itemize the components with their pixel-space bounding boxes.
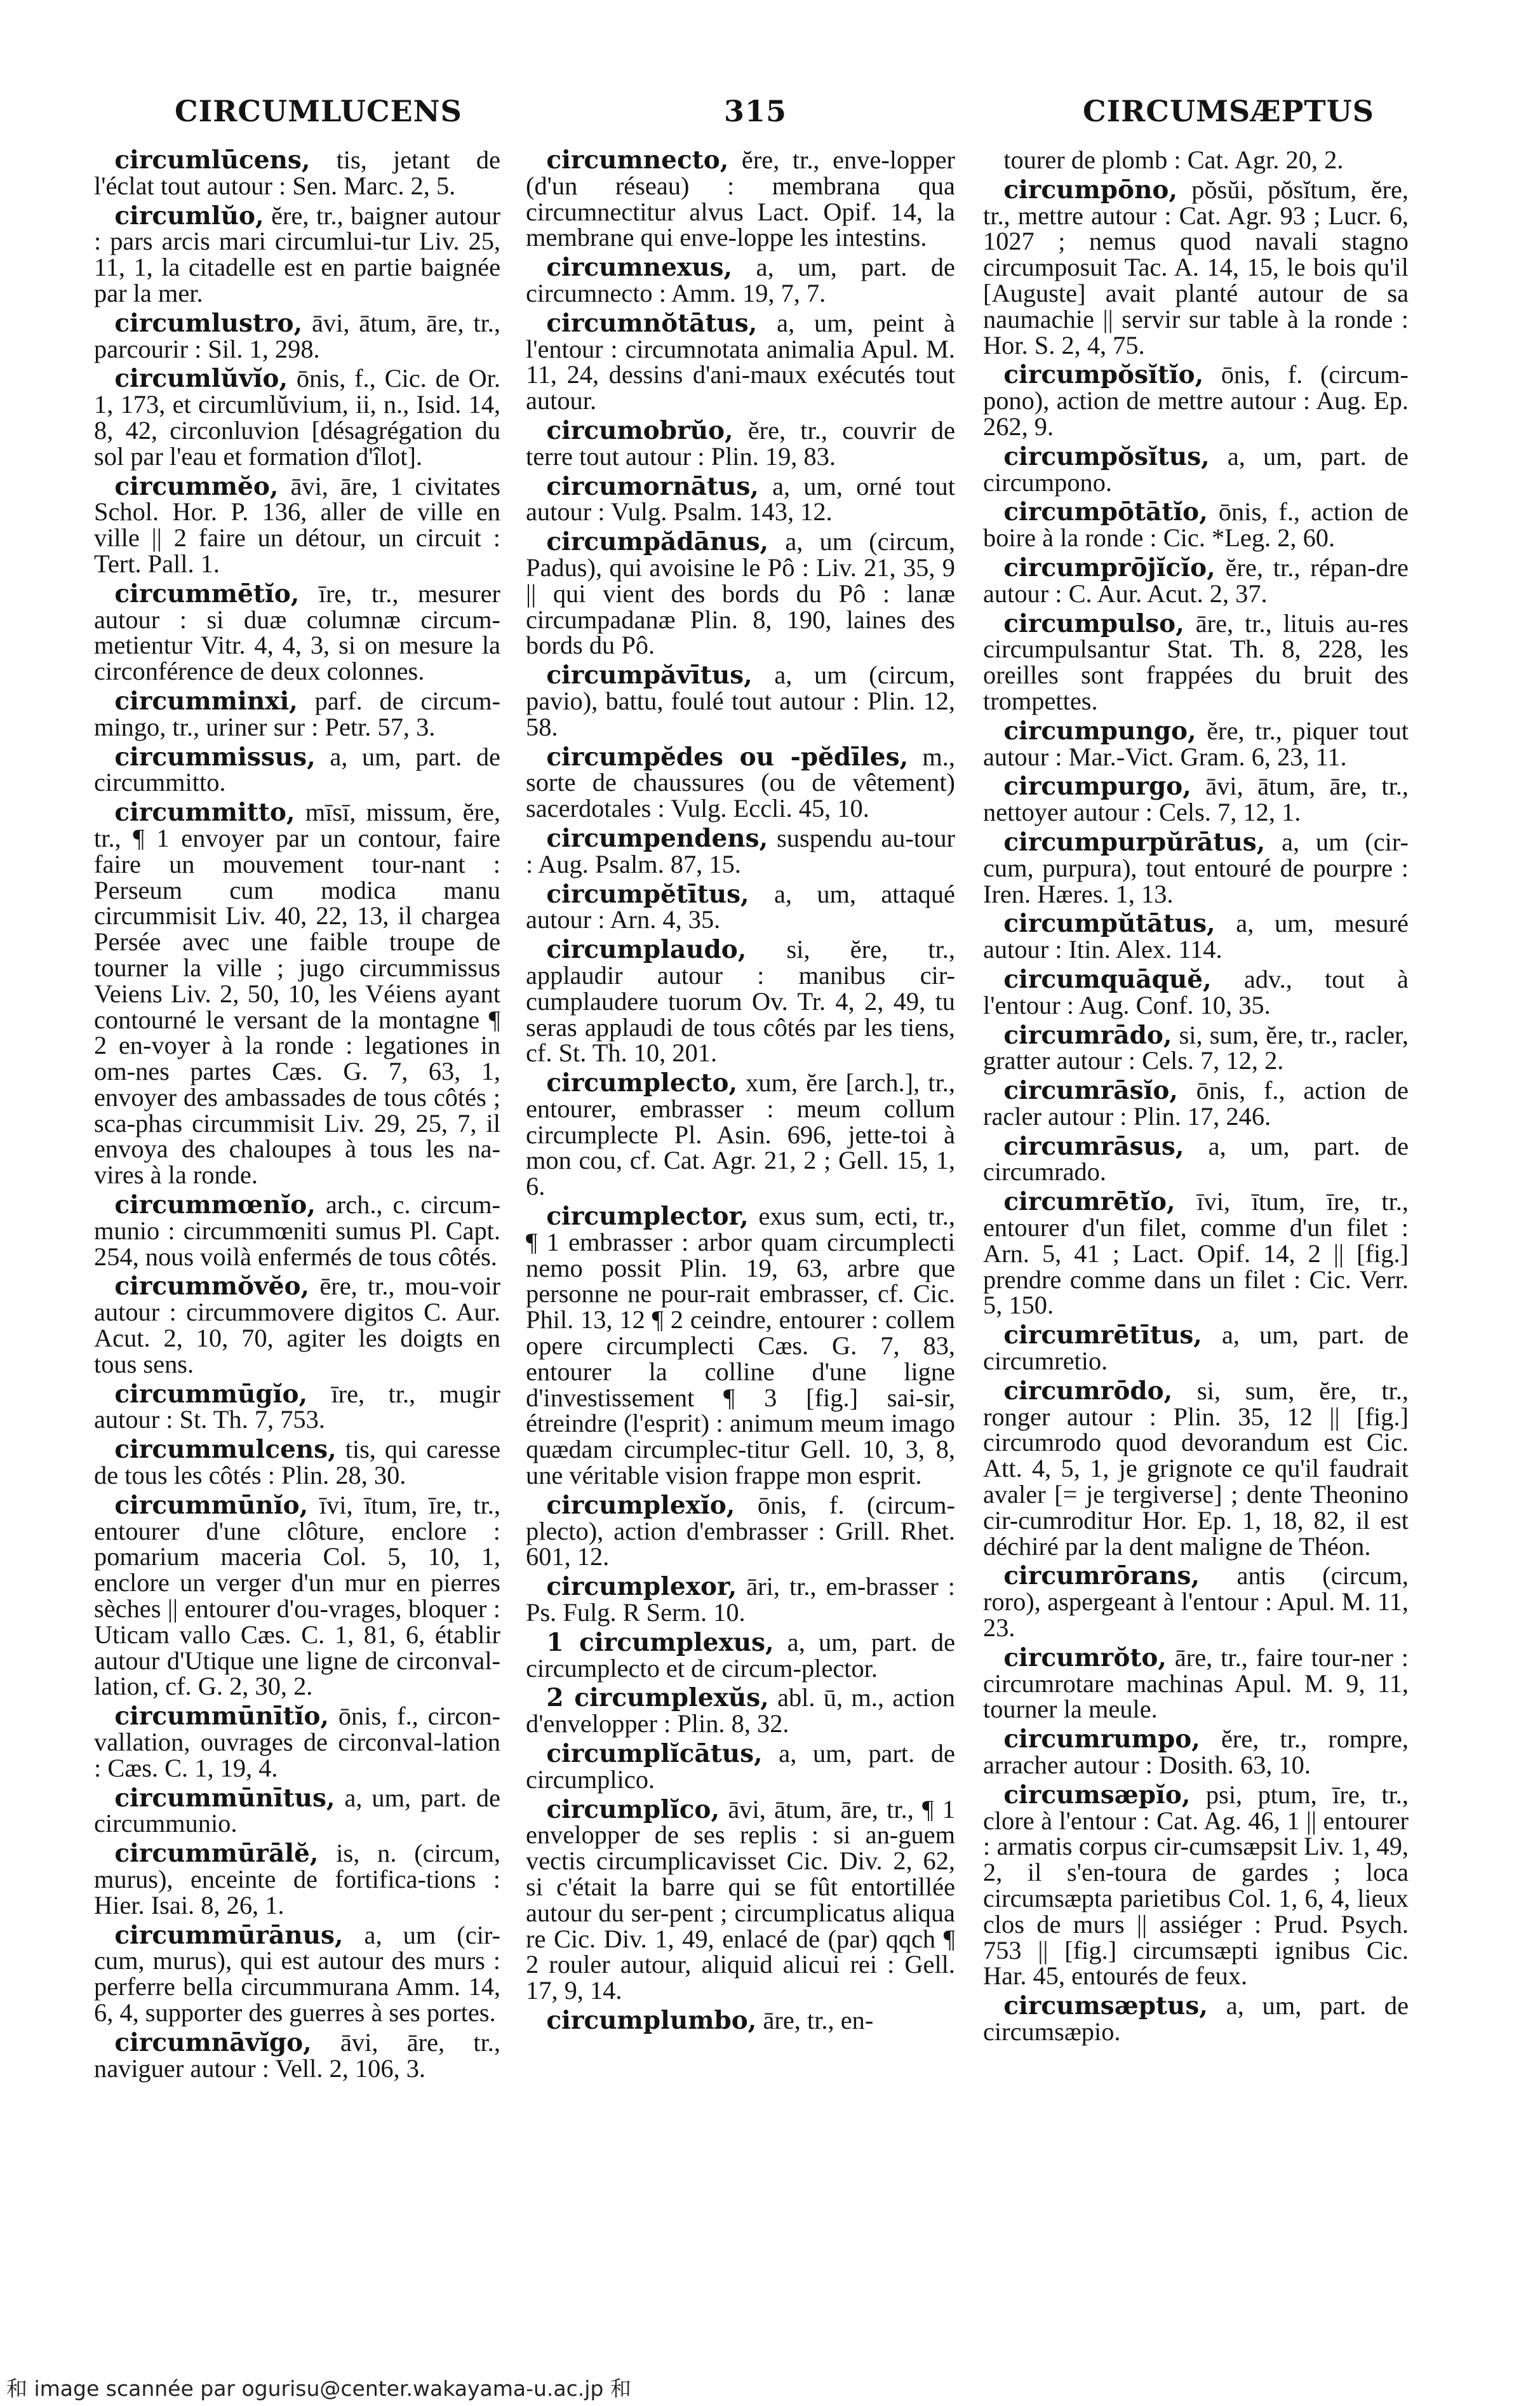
entry-headword: circumrōrans, bbox=[1003, 1561, 1200, 1591]
entry-definition: si, sum, ĕre, tr., racler, gratter autour : Cels. 7, 12, 2. bbox=[983, 1020, 1409, 1075]
entry-headword: circumpurpŭrātus, bbox=[1003, 827, 1266, 857]
dictionary-entry bbox=[526, 471, 955, 527]
entry-headword: circummūrānus, bbox=[114, 1920, 344, 1950]
dictionary-entry bbox=[983, 1020, 1409, 1075]
entry-headword: circumpōtātĭo, bbox=[1003, 497, 1208, 527]
dictionary-entry bbox=[94, 1490, 500, 1701]
entry-definition: a, um, part. de circummitto. bbox=[94, 742, 500, 797]
dictionary-entry bbox=[94, 308, 500, 363]
dictionary-entry bbox=[983, 147, 1409, 173]
entry-headword: circumnecto, bbox=[546, 145, 729, 175]
entry-definition: antis (circum, roro), aspergeant à l'entour : Apul. M. 11, 23. bbox=[983, 1561, 1409, 1643]
column-3 bbox=[983, 147, 1409, 2049]
dictionary-entry bbox=[983, 1782, 1409, 1989]
entry-headword: circumprōjĭcĭo, bbox=[1003, 553, 1215, 582]
dictionary-entry bbox=[526, 744, 955, 822]
dictionary-entry bbox=[94, 1920, 500, 2027]
dictionary-entry bbox=[983, 964, 1409, 1019]
entry-headword: circumpŭtātus, bbox=[1003, 909, 1215, 939]
entry-definition: a, um, mesuré autour : Itin. Alex. 114. bbox=[983, 909, 1409, 964]
dictionary-entry bbox=[526, 1741, 955, 1793]
entry-definition: is, n. (circum, murus), enceinte de fortifica-tions : Hier. Isai. 8, 26, 1. bbox=[94, 1839, 500, 1919]
entry-headword: circumplector, bbox=[546, 1202, 749, 1232]
entry-headword: circumrōdo, bbox=[1003, 1376, 1173, 1406]
entry-definition: a, um, part. de circumpono. bbox=[983, 441, 1409, 497]
entry-definition: ĕre, tr., piquer tout autour : Mar.-Vict. Gram. 6, 23, 11. bbox=[983, 716, 1409, 771]
dictionary-entry bbox=[94, 1704, 500, 1781]
dictionary-entry bbox=[94, 800, 500, 1188]
dictionary-entry bbox=[526, 1627, 956, 1683]
entry-headword: 1 circumplexus, bbox=[546, 1627, 774, 1657]
entry-definition: a, um, part. de circummunio. bbox=[94, 1783, 500, 1838]
entry-definition: āvi, ātum, āre, tr., ¶ 1 envelopper de ses replis : si an-guem vectis circumplicavisset Cic. Div. 2, 62, si c'était la barre qui se fût entortillée autour du ser-pent ; circumplicatus aliqua re Cic. Div. 1, 49, enlacé de (par) qqch ¶ 2 rouler autour, aliquid alicui rei : Gell. 17, 9, 14. bbox=[526, 1794, 955, 2005]
entry-headword: circumpungo, bbox=[1003, 716, 1196, 746]
dictionary-entry bbox=[983, 177, 1409, 359]
entry-headword: circumrŏto, bbox=[1003, 1643, 1167, 1672]
dictionary-entry bbox=[526, 937, 955, 1066]
dictionary-entry bbox=[983, 499, 1409, 551]
dictionary-entry bbox=[983, 608, 1409, 715]
dictionary-entry bbox=[526, 1685, 955, 1737]
entry-definition: ōnis, f., circon-vallation, ouvrages de circonval-lation : Cæs. C. 1, 19, 4. bbox=[94, 1702, 500, 1782]
entry-definition: āvi, āre, tr., naviguer autour : Vell. 2, 106, 3. bbox=[94, 2027, 500, 2083]
dictionary-entry bbox=[983, 1378, 1409, 1560]
entry-headword: circumplexĭo, bbox=[546, 1490, 735, 1520]
entry-headword: circumplaudo, bbox=[546, 935, 747, 965]
entry-definition: xum, ĕre [arch.], tr., entourer, embrasser : meum collum circumplecte Pl. Asin. 696, jette-toi à mon cou, cf. Cat. Agr. 21, 2 ; Gell. 15, 1, 6. bbox=[526, 1068, 955, 1201]
entry-headword: circumrumpo, bbox=[1003, 1724, 1200, 1754]
entry-definition: āre, tr., en- bbox=[763, 2005, 874, 2034]
dictionary-entry bbox=[94, 203, 500, 307]
entry-headword: circumnāvĭgo, bbox=[114, 2027, 312, 2057]
entry-headword: circumrētītus, bbox=[1003, 1321, 1202, 1350]
entry-definition: a, um (cir-cum, murus), qui est autour des murs : perferre bella circummurana Amm. 14, 6, 4, supporter des guerres à ses portes. bbox=[94, 1920, 500, 2027]
dictionary-entry bbox=[983, 827, 1409, 908]
dictionary-entry bbox=[526, 1204, 955, 1489]
entry-definition: ōnis, f., Cic. de Or. 1, 173, et circumlŭvium, ii, n., Isid. 14, 8, 42, circonluvion [désagrégation du sol par l'eau et formation d'îlot]. bbox=[94, 364, 500, 471]
dictionary-entry bbox=[94, 147, 500, 199]
dictionary-entry bbox=[526, 415, 955, 471]
entry-headword: circumlŭo, bbox=[114, 201, 264, 231]
entry-definition: a, um, part. de circumretio. bbox=[983, 1321, 1409, 1376]
dictionary-entry bbox=[526, 529, 955, 659]
dictionary-entry bbox=[94, 1437, 500, 1489]
dictionary-entry bbox=[526, 1490, 955, 1571]
dictionary-entry bbox=[94, 686, 500, 741]
entry-headword: circumlustro, bbox=[114, 308, 303, 338]
entry-headword: circumpurgo, bbox=[1003, 772, 1191, 802]
entry-definition: āre, tr., lituis au-res circumpulsantur Stat. Th. 8, 228, les oreilles sont frappées du bruit des trompettes. bbox=[983, 608, 1409, 715]
dictionary-entry bbox=[526, 1574, 955, 1626]
entry-headword: circummūnītĭo, bbox=[114, 1702, 330, 1731]
entry-definition: a, um (circum, Padus), qui avoisine le Pô : Liv. 21, 35, 9 || qui vient des bords du Pô : lanæ circumpadanæ Plin. 8, 190, laines des bords du Pô. bbox=[526, 527, 955, 660]
dictionary-entry bbox=[526, 1070, 955, 1200]
entry-definition: āre, tr., faire tour-ner : circumrotare machinas Apul. M. 9, 11, tourner la meule. bbox=[983, 1643, 1409, 1724]
column-1 bbox=[94, 147, 500, 2085]
entry-definition: pŏsŭi, pŏsĭtum, ĕre, tr., mettre autour : Cat. Agr. 93 ; Lucr. 6, 1027 ; nemus quod navali stagno circumposuit Tac. A. 14, 15, le bois qu'il [Auguste] avait planté autour de sa naumachie || servir sur table à la ronde : Hor. S. 2, 4, 75. bbox=[983, 175, 1409, 360]
column-2 bbox=[526, 147, 955, 2038]
entry-headword: circumobrŭo, bbox=[546, 415, 733, 445]
dictionary-entry bbox=[983, 1645, 1409, 1723]
entry-headword: circummulcens, bbox=[114, 1435, 337, 1465]
entry-headword: circumpŏsĭtĭo, bbox=[1003, 360, 1204, 390]
dictionary-entry bbox=[94, 1785, 500, 1838]
entry-definition: si, ĕre, tr., applaudir autour : manibus cir-cumplaudere tuorum Ov. Tr. 4, 2, 49, tu seras applaudi de tous côtés par les tiens, cf. St. Th. 10, 201. bbox=[526, 935, 955, 1068]
dictionary-entry bbox=[94, 1841, 500, 1918]
dictionary-entry bbox=[983, 555, 1409, 607]
entry-headword: circummĕo, bbox=[114, 471, 279, 501]
dictionary-entry bbox=[94, 1381, 500, 1434]
dictionary-entry bbox=[94, 1192, 500, 1270]
entry-headword: circumquāquĕ, bbox=[1003, 964, 1212, 994]
entry-definition: īre, tr., mugir autour : St. Th. 7, 753. bbox=[94, 1379, 500, 1434]
dictionary-entry bbox=[983, 1322, 1409, 1374]
page-number: 315 bbox=[724, 94, 787, 128]
entry-definition: ĕre, tr., couvrir de terre tout autour : Plin. 19, 83. bbox=[526, 415, 955, 471]
entry-headword: circummitto, bbox=[114, 798, 295, 828]
entry-definition: si, sum, ĕre, tr., ronger autour : Plin. 35, 12 || [fig.] circumrodo quod devorandum est Cic. Att. 4, 5, 1, je grignote ce qu'il faudrait avaler [= je tergiverse] ; dente Theonino cir-cumroditur Hor. Ep. 1, 18, 82, il est déchiré par la dent maligne de Théon. bbox=[983, 1376, 1409, 1561]
entry-headword: circummūnĭo, bbox=[114, 1490, 309, 1520]
entry-headword: circumpŏsĭtus, bbox=[1003, 441, 1210, 471]
running-head-right: CIRCUMSÆPTUS bbox=[1083, 94, 1374, 128]
entry-headword: circummūnītus, bbox=[114, 1783, 335, 1813]
entry-definition: tis, qui caresse de tous les côtés : Plin. 28, 30. bbox=[94, 1435, 500, 1490]
dictionary-entry bbox=[983, 718, 1409, 770]
entry-definition: parf. de circum-mingo, tr., uriner sur : Petr. 57, 3. bbox=[94, 686, 500, 741]
dictionary-entry bbox=[526, 2005, 955, 2035]
entry-headword: circumpăvītus, bbox=[546, 661, 753, 690]
entry-headword: circumplĭco, bbox=[546, 1794, 720, 1824]
dictionary-entry bbox=[983, 1189, 1409, 1319]
entry-headword: circummœnĭo, bbox=[114, 1190, 316, 1220]
entry-definition: āvi, ātum, āre, tr., parcourir : Sil. 1, 298. bbox=[94, 308, 500, 363]
entry-definition: a, um, part. de circumrado. bbox=[983, 1131, 1409, 1186]
entry-definition: ĕre, tr., enve-lopper (d'un réseau) : membrana qua circumnectitur alvus Lact. Opif. 14, la membrane qui enve-loppe les intestins. bbox=[526, 145, 955, 252]
entry-headword: circumpendens, bbox=[546, 823, 768, 853]
entry-headword: 2 circumplexŭs, bbox=[546, 1683, 769, 1713]
entry-headword: circumpĕdes ou -pĕdīles, bbox=[546, 742, 909, 772]
dictionary-entry bbox=[983, 441, 1409, 497]
entry-headword: circumrāsus, bbox=[1003, 1131, 1184, 1161]
entry-headword: circumsæptus, bbox=[1003, 1991, 1208, 2021]
dictionary-entry bbox=[526, 1794, 955, 2005]
entry-definition: ōnis, f. (circum-plecto), action d'embrasser : Grill. Rhet. 601, 12. bbox=[526, 1490, 955, 1571]
entry-definition: suspendu au-tour : Aug. Psalm. 87, 15. bbox=[526, 823, 955, 878]
entry-definition: abl. ū, m., action d'envelopper : Plin. 8, 32. bbox=[526, 1683, 955, 1738]
entry-headword: circumplĭcātus, bbox=[546, 1739, 763, 1769]
dictionary-entry bbox=[983, 362, 1409, 440]
entry-definition: īvi, ītum, īre, tr., entourer d'un filet, comme d'un filet : Arn. 5, 41 ; Lact. Opif. 14, 2 || [fig.] prendre comme dans un filet : Cic. Verr. 5, 150. bbox=[983, 1187, 1409, 1320]
dictionary-entry bbox=[94, 581, 500, 685]
entry-definition: mīsī, missum, ĕre, tr., ¶ 1 envoyer par un contour, faire faire un mouvement tour-nant : Perseum cum modica manu circummisit Liv. 40, 22, 13, il chargea Persée avec une faible troupe de tourner la ville ; jugo circummissus Veiens Liv. 2, 50, 10, les Véiens ayant contourné le versant de la montagne ¶ 2 en-voyer à la ronde : legationes in om-nes partes Cæs. G. 7, 63, 1, envoyer des ambassades de tous côtés ; sca-phas circummisit Liv. 29, 25, 7, il envoya des chaloupes à tous les na-vires à la ronde. bbox=[94, 798, 500, 1190]
entry-definition: a, um, part. de circumsæpio. bbox=[983, 1991, 1409, 2046]
dictionary-entry bbox=[94, 2027, 500, 2083]
dictionary-entry bbox=[526, 308, 955, 415]
entry-headword: circumlūcens, bbox=[114, 145, 311, 175]
dictionary-entry bbox=[94, 744, 500, 796]
dictionary-entry bbox=[983, 774, 1409, 826]
entry-definition: a, um (circum, pavio), battu, foulé tout autour : Plin. 12, 58. bbox=[526, 661, 955, 741]
entry-headword: circumpădānus, bbox=[546, 527, 769, 557]
entry-headword: circumplecto, bbox=[546, 1068, 738, 1098]
dictionary-entry bbox=[983, 1726, 1409, 1778]
entry-definition: ĕre, tr., rompre, arracher autour : Dosith. 63, 10. bbox=[983, 1724, 1409, 1780]
dictionary-entry bbox=[983, 1993, 1409, 2045]
dictionary-entry bbox=[526, 662, 955, 740]
dictionary-entry bbox=[526, 879, 955, 934]
entry-definition: tis, jetant de l'éclat tout autour : Sen. Marc. 2, 5. bbox=[94, 145, 500, 200]
dictionary-entry bbox=[94, 366, 500, 469]
dictionary-entry bbox=[983, 911, 1409, 963]
entry-headword: circumpōno, bbox=[1003, 175, 1178, 205]
dictionary-entry bbox=[983, 1131, 1409, 1186]
entry-headword: circummŏvĕo, bbox=[114, 1272, 310, 1301]
scan-credit-footer: 和 image scannée par ogurisu@center.wakayama-u.ac.jp 和 bbox=[6, 2376, 631, 2401]
entry-definition: ĕre, tr., répan-dre autour : C. Aur. Acut. 2, 37. bbox=[983, 553, 1409, 608]
dictionary-entry bbox=[526, 255, 955, 307]
entry-definition: a, um, part. de circumnecto : Amm. 19, 7, 7. bbox=[526, 253, 955, 307]
entry-headword: circumpĕtītus, bbox=[546, 879, 749, 909]
entry-definition: ĕre, tr., baigner autour : pars arcis mari circumlui-tur Liv. 25, 11, 1, la citadelle est en partie baignée par la mer. bbox=[94, 201, 500, 307]
dictionary-entry bbox=[94, 1274, 500, 1377]
dictionary-entry bbox=[983, 1078, 1409, 1130]
entry-definition: exus sum, ecti, tr., ¶ 1 embrasser : arbor quam circumplecti nemo possit Plin. 19, 63, arbre que personne ne pour-rait embrasser, cf. Cic. Phil. 13, 12 ¶ 2 ceindre, entourer : collem opere circumplecti Cæs. G. 7, 83, entourer la colline d'une ligne d'investissement ¶ 3 [fig.] sai-sir, étreindre (l'esprit) : animum meum imago quædam circumplec-titur Gell. 10, 3, 8, une véritable vision frappe mon esprit. bbox=[526, 1202, 955, 1490]
dictionary-entry bbox=[526, 147, 955, 251]
entry-definition: a, um (cir-cum, purpura), tout entouré de pourpre : Iren. Hæres. 1, 13. bbox=[983, 827, 1409, 908]
entry-headword: circumrētĭo, bbox=[1003, 1187, 1175, 1217]
entry-headword: circumplumbo, bbox=[546, 2005, 757, 2035]
dictionary-entry bbox=[526, 823, 955, 878]
dictionary-entry bbox=[983, 1563, 1409, 1641]
entry-definition: īre, tr., mesurer autour : si duæ columnæ circum-metientur Vitr. 4, 4, 3, si on mesure la circonférence de deux colonnes. bbox=[94, 579, 500, 686]
entry-headword: circumnŏtātus, bbox=[546, 308, 758, 338]
entry-definition: psi, ptum, īre, tr., clore à l'entour : Cat. Ag. 46, 1 || entourer : armatis corpus cir-cumsæpsit Liv. 1, 49, 2, il s'en-toura de gardes ; loca circumsæpta parietibus Col. 1, 6, 4, lieux clos de murs || assiéger : Prud. Psych. 753 || [fig.] circumsæpti ignibus Cic. Har. 45, entourés de feux. bbox=[983, 1780, 1409, 1991]
entry-definition: m., sorte de chaussures (ou de vêtement) sacerdotales : Vulg. Eccli. 45, 10. bbox=[526, 742, 955, 823]
entry-headword: circummūgĭo, bbox=[114, 1379, 308, 1409]
entry-definition: a, um, part. de circumplecto et de circum-plector. bbox=[526, 1627, 956, 1683]
entry-headword: circumplexor, bbox=[546, 1572, 737, 1602]
entry-definition: īvi, ītum, īre, tr., entourer d'une clôture, enclore : pomarium maceria Col. 5, 10, 1, enclore un verger d'un mur en pierres sèches || entourer d'ou-vrages, bloquer : Uticam vallo Cæs. C. 1, 81, 6, établir autour d'Utique une ligne de circonval-lation, cf. G. 2, 30, 2. bbox=[94, 1490, 500, 1701]
entry-headword: circumsæpĭo, bbox=[1003, 1780, 1191, 1810]
entry-definition: āvi, āre, 1 civitates Schol. Hor. P. 136, aller de ville en ville || 2 faire un détour, un circuit : Tert. Pall. 1. bbox=[94, 471, 500, 578]
entry-headword: circumlŭvĭo, bbox=[114, 364, 288, 394]
entry-definition: a, um, part. de circumplico. bbox=[526, 1739, 955, 1794]
entry-definition: āri, tr., em-brasser : Ps. Fulg. R Serm. 10. bbox=[526, 1572, 955, 1627]
entry-definition: ōnis, f., action de racler autour : Plin. 17, 246. bbox=[983, 1076, 1409, 1131]
entry-headword: circumminxi, bbox=[114, 686, 298, 716]
dictionary-entry bbox=[94, 471, 500, 578]
entry-headword: circumnexus, bbox=[546, 253, 733, 283]
entry-headword: circumpulso, bbox=[1003, 608, 1184, 638]
entry-headword: circummētĭo, bbox=[114, 579, 300, 608]
entry-definition: a, um, peint à l'entour : circumnotata animalia Apul. M. 11, 24, dessins d'ani-maux exécutés tout autour. bbox=[526, 308, 955, 415]
entry-definition: arch., c. circum-munio : circummœniti sumus Pl. Capt. 254, nous voilà enfermés de tous côtés. bbox=[94, 1190, 500, 1271]
running-head-left: CIRCUMLUCENS bbox=[175, 94, 462, 128]
entry-definition: a, um, attaqué autour : Arn. 4, 35. bbox=[526, 879, 955, 934]
entry-definition: ōnis, f., action de boire à la ronde : Cic. *Leg. 2, 60. bbox=[983, 497, 1409, 553]
entry-headword: circumrāsĭo, bbox=[1003, 1076, 1178, 1106]
entry-definition: āvi, ātum, āre, tr., nettoyer autour : Cels. 7, 12, 1. bbox=[983, 772, 1409, 827]
entry-headword: circumrādo, bbox=[1003, 1020, 1172, 1050]
entry-definition: a, um, orné tout autour : Vulg. Psalm. 143, 12. bbox=[526, 471, 955, 527]
entry-headword: circumornātus, bbox=[546, 471, 759, 501]
entry-definition: ōnis, f. (circum-pono), action de mettre autour : Aug. Ep. 262, 9. bbox=[983, 360, 1409, 441]
entry-definition: tourer de plomb : Cat. Agr. 20, 2. bbox=[1003, 145, 1344, 174]
entry-headword: circummūrālĕ, bbox=[114, 1839, 319, 1869]
entry-definition: adv., tout à l'entour : Aug. Conf. 10, 35. bbox=[983, 964, 1409, 1019]
entry-definition: ēre, tr., mou-voir autour : circummovere digitos C. Aur. Acut. 2, 10, 70, agiter les doigts en tous sens. bbox=[94, 1272, 500, 1378]
entry-headword: circummissus, bbox=[114, 742, 316, 772]
